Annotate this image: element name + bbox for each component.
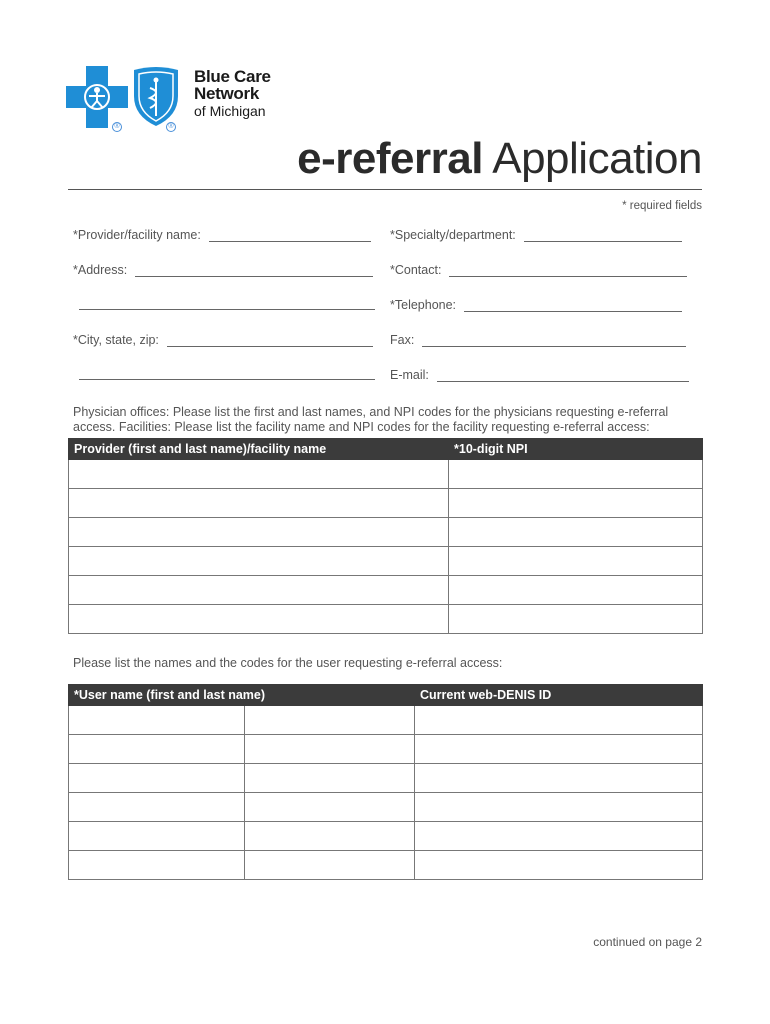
table-row: [69, 706, 703, 735]
provider-name-cell[interactable]: [69, 518, 449, 547]
telephone-input[interactable]: [464, 299, 682, 312]
npi-cell[interactable]: [449, 547, 703, 576]
city-line-2-input[interactable]: [79, 379, 375, 380]
instructions-users: Please list the names and the codes for the user requesting e-referral access:: [73, 656, 503, 670]
web-denis-id-cell[interactable]: [415, 764, 703, 793]
last-name-cell[interactable]: [245, 764, 415, 793]
specialty-field[interactable]: [390, 228, 682, 242]
table-row: [69, 764, 703, 793]
npi-cell[interactable]: [449, 489, 703, 518]
provider-name-cell[interactable]: [69, 605, 449, 634]
specialty-label: *Specialty/department:: [390, 228, 516, 242]
continued-note: continued on page 2: [593, 935, 702, 949]
blue-shield-icon: [130, 66, 182, 128]
page-title: [297, 134, 702, 184]
email-field[interactable]: [390, 368, 689, 382]
logo-wordmark: [194, 68, 271, 120]
table-row: [69, 576, 703, 605]
web-denis-id-cell[interactable]: [415, 822, 703, 851]
provider-name-cell[interactable]: [69, 547, 449, 576]
fax-label: Fax:: [390, 333, 415, 347]
table-header-row: [69, 439, 703, 460]
table-header-row: [69, 685, 703, 706]
logo-line-3: of Michigan: [194, 103, 266, 119]
bcn-logo: [66, 66, 286, 132]
fax-field[interactable]: [390, 333, 686, 347]
first-name-cell[interactable]: [69, 764, 245, 793]
city-state-zip-input[interactable]: [167, 334, 373, 347]
npi-cell[interactable]: [449, 605, 703, 634]
provider-name-cell[interactable]: [69, 489, 449, 518]
npi-header: *10-digit NPI: [449, 439, 703, 460]
contact-label: *Contact:: [390, 263, 442, 277]
provider-npi-table: [68, 438, 703, 634]
web-denis-id-cell[interactable]: [415, 735, 703, 764]
instructions-providers: Physician offices: Please list the first and last names, and NPI codes for the physicians requesting e-referral access. Facilities: Please list the facility name and NPI codes for the facility requesting e-referral access:: [73, 405, 669, 434]
table-row: [69, 605, 703, 634]
required-fields-note: * required fields: [622, 200, 702, 212]
first-name-cell[interactable]: [69, 793, 245, 822]
registered-mark: ®: [166, 122, 176, 132]
contact-field[interactable]: [390, 263, 687, 277]
title-bold: e-referral: [297, 134, 483, 183]
table-row: [69, 822, 703, 851]
address-input[interactable]: [135, 264, 373, 277]
address-line-2-input[interactable]: [79, 309, 375, 310]
table-row: [69, 518, 703, 547]
address-label: *Address:: [73, 263, 128, 277]
provider-name-input[interactable]: [209, 229, 371, 242]
title-light: Application: [492, 134, 702, 183]
logo-line-2: Network: [194, 84, 259, 103]
table-row: [69, 851, 703, 880]
telephone-label: *Telephone:: [390, 298, 457, 312]
npi-cell[interactable]: [449, 518, 703, 547]
contact-input[interactable]: [449, 264, 687, 277]
city-state-zip-field[interactable]: [73, 333, 373, 347]
npi-cell[interactable]: [449, 576, 703, 605]
last-name-cell[interactable]: [245, 822, 415, 851]
web-denis-id-header: Current web-DENIS ID: [415, 685, 703, 706]
provider-name-label: *Provider/facility name:: [73, 228, 201, 242]
blue-cross-icon: [66, 66, 128, 128]
address-field[interactable]: [73, 263, 373, 277]
first-name-cell[interactable]: [69, 706, 245, 735]
logo-line-1: Blue Care: [194, 67, 271, 86]
web-denis-id-cell[interactable]: [415, 851, 703, 880]
user-id-table: [68, 684, 703, 880]
first-name-cell[interactable]: [69, 851, 245, 880]
fax-input[interactable]: [422, 334, 686, 347]
email-label: E-mail:: [390, 368, 429, 382]
table-row: [69, 793, 703, 822]
provider-name-field[interactable]: [73, 228, 371, 242]
last-name-cell[interactable]: [245, 793, 415, 822]
web-denis-id-cell[interactable]: [415, 706, 703, 735]
provider-name-cell[interactable]: [69, 576, 449, 605]
provider-name-cell[interactable]: [69, 460, 449, 489]
specialty-input[interactable]: [524, 229, 682, 242]
first-name-cell[interactable]: [69, 822, 245, 851]
table-row: [69, 547, 703, 576]
table-row: [69, 460, 703, 489]
telephone-field[interactable]: [390, 298, 682, 312]
last-name-cell[interactable]: [245, 735, 415, 764]
last-name-cell[interactable]: [245, 851, 415, 880]
web-denis-id-cell[interactable]: [415, 793, 703, 822]
provider-name-header: Provider (first and last name)/facility name: [69, 439, 449, 460]
email-input[interactable]: [437, 369, 689, 382]
city-state-zip-label: *City, state, zip:: [73, 333, 159, 347]
table-row: [69, 735, 703, 764]
last-name-cell[interactable]: [245, 706, 415, 735]
title-divider: [68, 189, 702, 190]
table-row: [69, 489, 703, 518]
first-name-cell[interactable]: [69, 735, 245, 764]
npi-cell[interactable]: [449, 460, 703, 489]
registered-mark: ®: [112, 122, 122, 132]
user-name-header: *User name (first and last name): [69, 685, 415, 706]
